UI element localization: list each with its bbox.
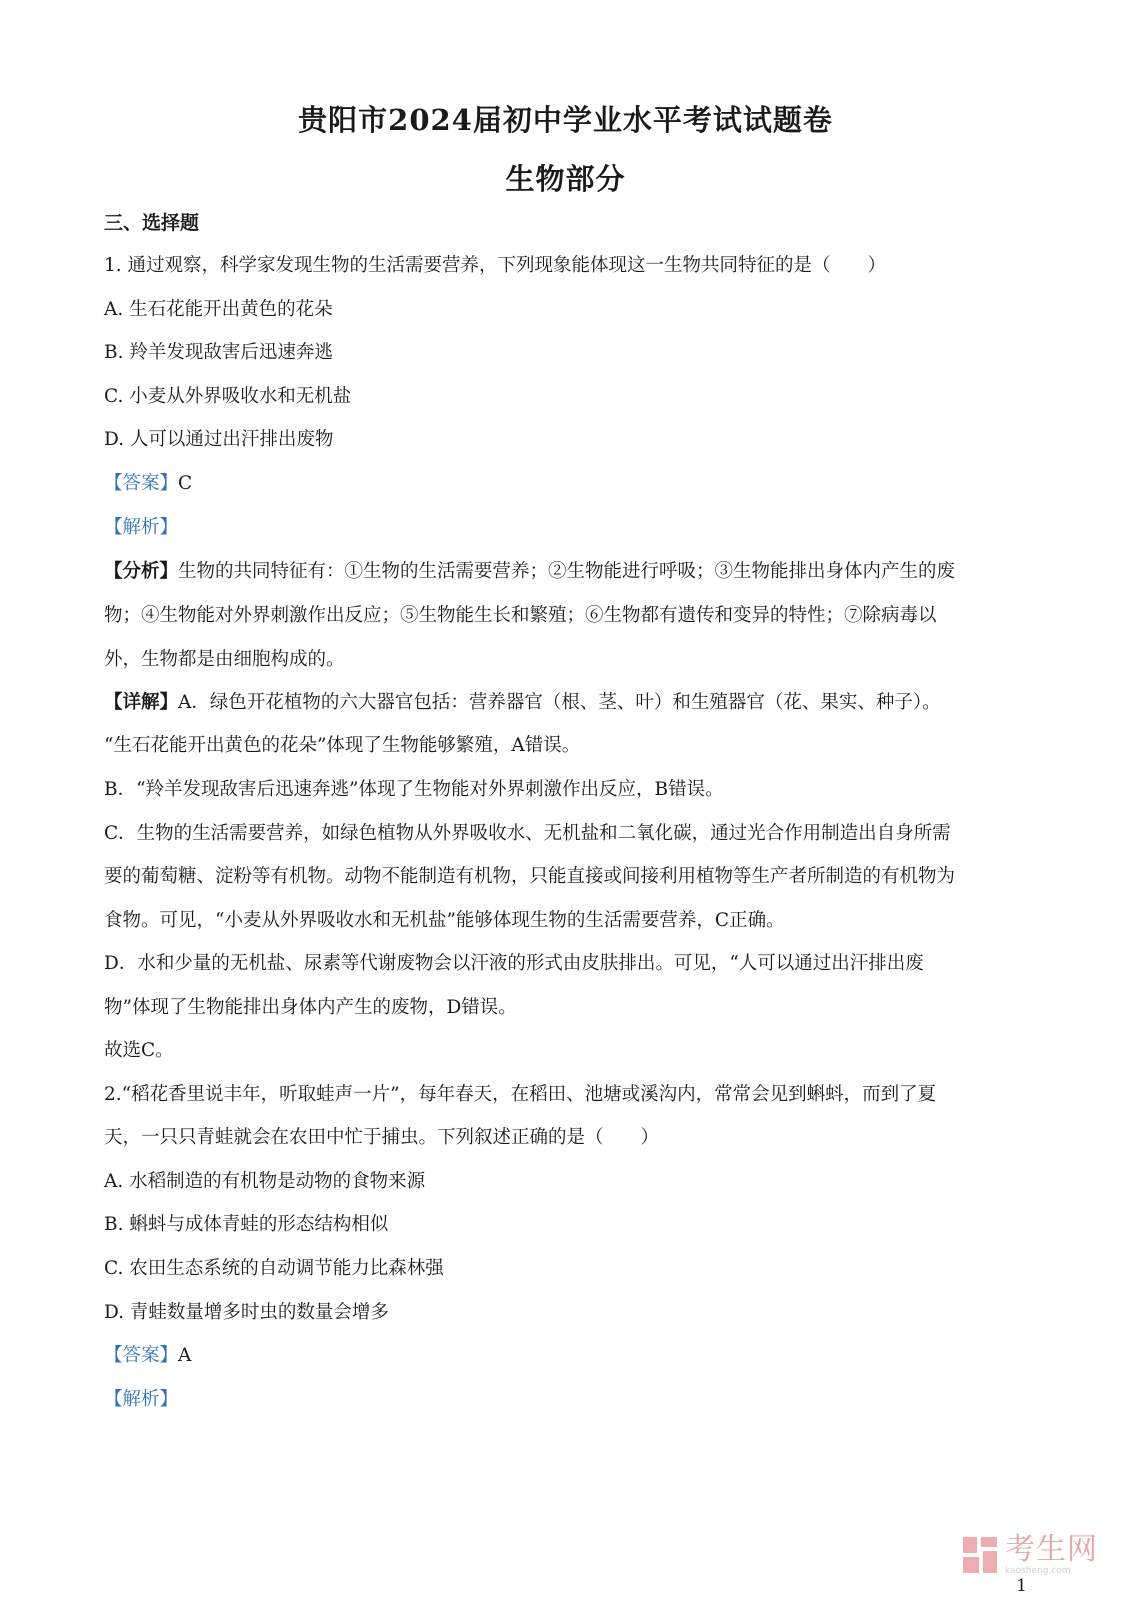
question-1-analysis-tag	[104, 516, 178, 540]
question-1-xiangjie-line: 食物。可见，“小麦从外界吸收水和无机盐”能够体现生物的生活需要营养，C正确。	[104, 910, 785, 931]
question-1-xiangjie-line	[104, 691, 941, 715]
fenxi-tag: 【分析】	[104, 561, 179, 582]
question-2-stem: 天，一只只青蛙就会在农田中忙于捕虫。下列叙述正确的是（ ）	[104, 1127, 660, 1148]
question-1-xiangjie-line: “生石花能开出黄色的花朵”体现了生物能够繁殖，A错误。	[104, 735, 581, 756]
xiangjie-text: A．绿色开花植物的六大器官包括：营养器官（根、茎、叶）和生殖器官（花、果实、种子）。	[178, 692, 941, 713]
watermark-cn: 考生网	[1005, 1531, 1098, 1567]
analysis-tag: 【解析】	[104, 1389, 179, 1410]
question-1-xiangjie-line: D．水和少量的无机盐、尿素等代谢废物会以汗液的形式由皮肤排出。可见，“人可以通过出汗排出废	[104, 953, 924, 974]
question-1-answer	[104, 472, 192, 496]
question-1-xiangjie-line: 要的葡萄糖、淀粉等有机物。动物不能制造有机物，只能直接或间接利用植物等生产者所制造的有机物为	[104, 866, 956, 887]
answer-tag: 【答案】	[104, 473, 179, 494]
question-1-option-d: D. 人可以通过出汗排出废物	[104, 429, 334, 450]
question-1-xiangjie-line: C．生物的生活需要营养，如绿色植物从外界吸收水、无机盐和二氧化碳，通过光合作用制造出自身所需	[104, 823, 951, 844]
question-2-answer	[104, 1344, 191, 1368]
question-2-option-c: C. 农田生态系统的自动调节能力比森林强	[104, 1258, 444, 1279]
watermark-en: kaosheng.com	[1005, 1565, 1071, 1576]
question-2-option-d: D. 青蛙数量增多时虫的数量会增多	[104, 1302, 389, 1323]
question-1-fenxi-line: 物；④生物能对外界刺激作出反应；⑤生物能生长和繁殖；⑥生物都有遗传和变异的特性；⑦除病毒以	[104, 605, 937, 626]
question-2-analysis-tag	[104, 1388, 178, 1412]
question-1-conclusion: 故选C。	[104, 1040, 174, 1061]
page-subtitle: 生物部分	[505, 162, 626, 196]
answer-value: C	[178, 473, 193, 494]
analysis-tag: 【解析】	[104, 517, 179, 538]
question-1-fenxi-line	[104, 560, 955, 584]
question-2-stem: 2.“稻花香里说丰年，听取蛙声一片”，每年春天，在稻田、池塘或溪沟内，常常会见到蝌蚪，而到了夏	[104, 1084, 937, 1105]
answer-value: A	[178, 1345, 192, 1366]
fenxi-text: 生物的共同特征有：①生物的生活需要营养；②生物能进行呼吸；③生物能排出身体内产生的废	[178, 561, 956, 582]
question-2-option-b: B. 蝌蚪与成体青蛙的形态结构相似	[104, 1214, 389, 1235]
question-1-option-b: B. 羚羊发现敌害后迅速奔逃	[104, 342, 333, 363]
question-1-fenxi-line: 外，生物都是由细胞构成的。	[104, 649, 345, 670]
question-1-option-c: C. 小麦从外界吸收水和无机盐	[104, 386, 352, 407]
question-1-xiangjie-line: B．“羚羊发现敌害后迅速奔逃”体现了生物能对外界刺激作出反应，B错误。	[104, 779, 724, 800]
section-heading: 三、选择题	[104, 212, 200, 234]
question-2-option-a: A. 水稻制造的有机物是动物的食物来源	[104, 1171, 426, 1192]
xiangjie-tag: 【详解】	[104, 692, 179, 713]
page-title: 贵阳市2024届初中学业水平考试试题卷	[298, 103, 833, 137]
answer-tag: 【答案】	[104, 1345, 179, 1366]
page-number: 1	[1016, 1576, 1027, 1596]
question-1-stem: 1. 通过观察，科学家发现生物的生活需要营养，下列现象能体现这一生物共同特征的是（ ）	[104, 255, 887, 276]
question-1-xiangjie-line: 物”体现了生物能排出身体内产生的废物，D错误。	[104, 997, 517, 1018]
question-1-option-a: A. 生石花能开出黄色的花朵	[104, 299, 333, 320]
watermark	[961, 1532, 1111, 1578]
kaosheng-logo-icon	[961, 1535, 999, 1575]
